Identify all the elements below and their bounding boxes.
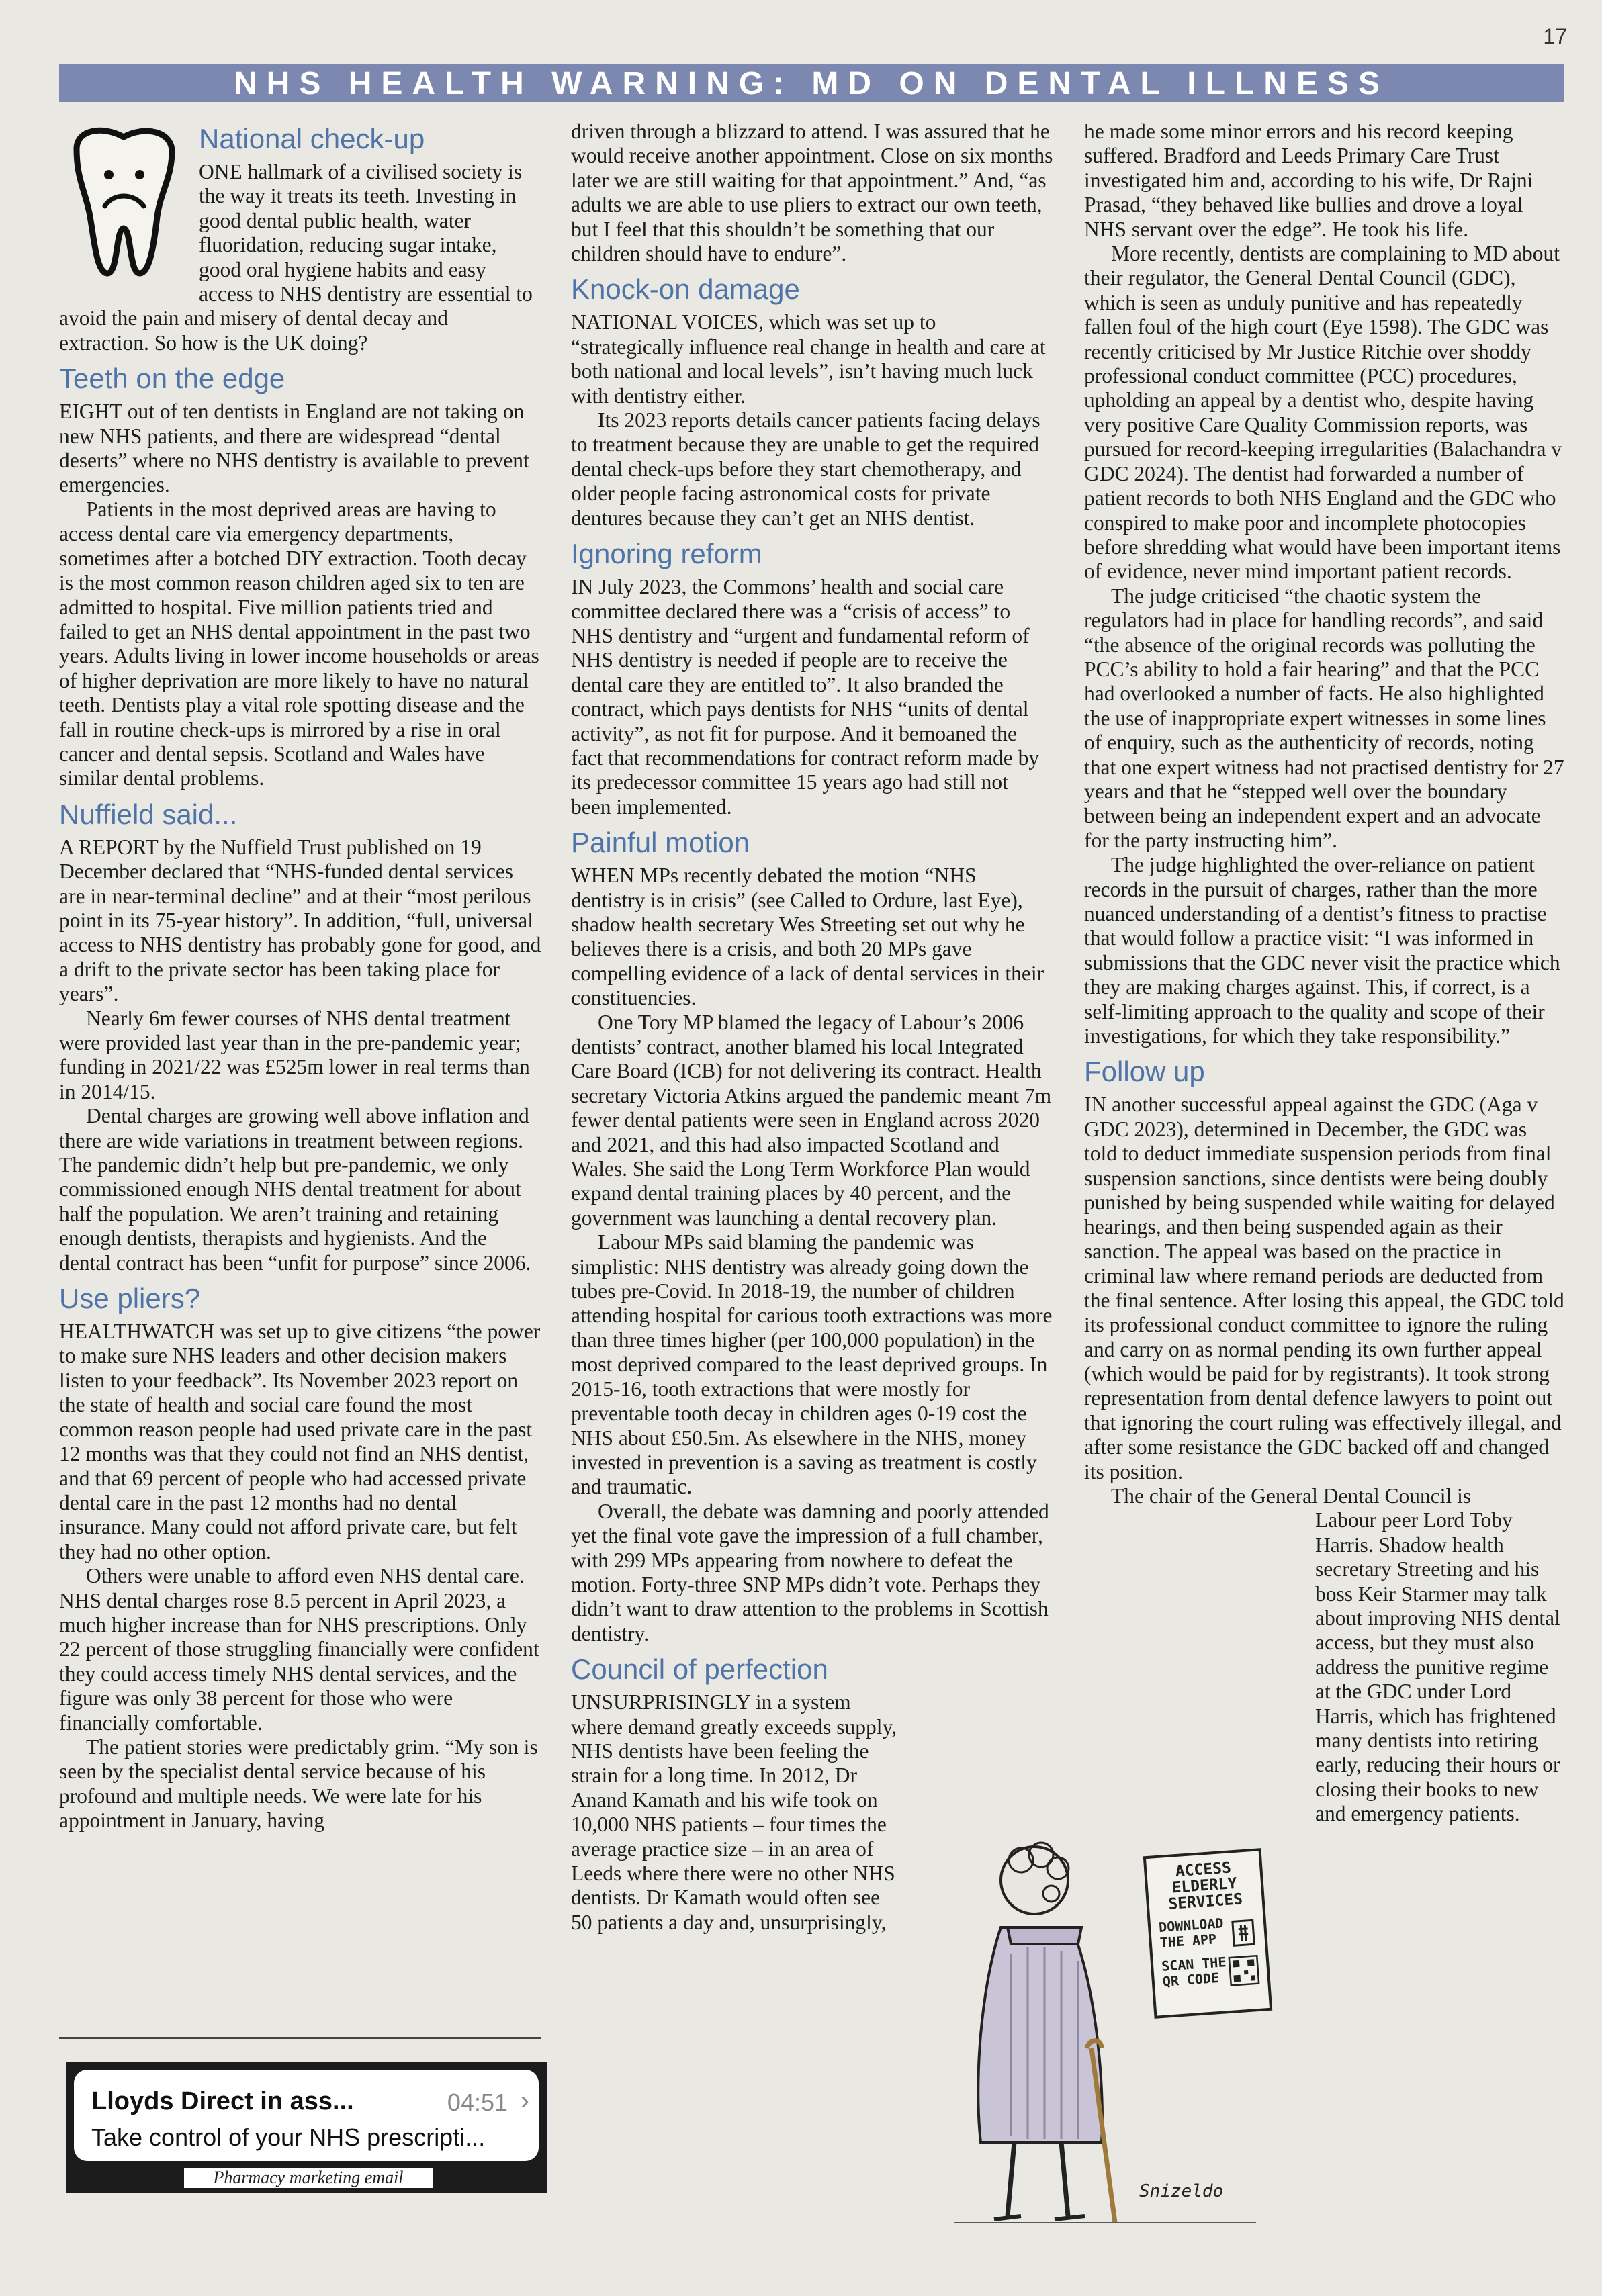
paragraph: Labour peer Lord Toby Harris. Shadow health secretary Streeting and his boss Keir Starmer may talk about improving NHS dental access, but they must also address the punitive regime at the GDC under Lord Harris, which has frightened many dentists into retiring early, reducing their hours or closing their books to new and emergency patients. bbox=[1315, 1508, 1560, 1826]
paragraph: Labour MPs said blaming the pandemic was simplistic: NHS dentistry was already going down the tubes pre-Covid. In 2018-19, the number of children attending hospital for carious tooth extractions was more than three times higher (per 100,000 population) in the most deprived compared to the least deprived groups. In 2015-16, tooth extractions that were mostly for preventable tooth decay in children ages 0-19 cost the NHS about £50.5m. As elsewhere in the NHS, money invested in prevention is a saving as treatment is costly and traumatic. bbox=[571, 1230, 1053, 1499]
notification-time: 04:51 bbox=[447, 2088, 508, 2116]
heading-painful-motion: Painful motion bbox=[571, 827, 750, 859]
sign-text: SCAN THE bbox=[1161, 1954, 1227, 1974]
paragraph: NATIONAL VOICES, which was set up to “strategically influence real change in health and care at both national and local levels”, isn’t having much luck with dentistry either. bbox=[571, 310, 1046, 408]
heading-teeth-on-the-edge: Teeth on the edge bbox=[59, 363, 285, 395]
column-2 bbox=[571, 120, 1053, 1935]
heading-ignoring-reform: Ignoring reform bbox=[571, 538, 762, 570]
paragraph: UNSURPRISINGLY in a system where demand greatly exceeds supply, NHS dentists have been feeling the strain for a long time. In 2012, Dr Anand Kamath and his wife took on 10,000 NHS patients – four times the average practice size – in an area of Leeds where there were no other NHS dentists. Dr Kamath would often see 50 patients a day and, unsurprisingly, bbox=[571, 1690, 897, 1934]
paragraph: HEALTHWATCH was set up to give citizens “the power to make sure NHS leaders and other decision makers listen to your feedback”. Its November 2023 report on the state of health and social care found the most common reason people had used private care in the past 12 months was that they could not find an NHS dentist, and that 69 percent of people who had accessed private dental care in the past 12 months had no dental insurance. Many could not afford private care, but felt they had no other option. bbox=[59, 1320, 541, 1563]
sign-text: ELDERLY bbox=[1171, 1874, 1238, 1897]
paragraph: he made some minor errors and his record keeping suffered. Bradford and Leeds Primary Care Trust investigated him and, according to his wife, Dr Rajni Prasad, “they behaved like bullies and drove a loyal NHS servant over the edge”. He took his life. bbox=[1084, 120, 1533, 241]
heading-knock-on-damage: Knock-on damage bbox=[571, 273, 800, 306]
cartoonist-signature: Snizeldo bbox=[1139, 2181, 1224, 2201]
page-number: 17 bbox=[1543, 24, 1567, 48]
chevron-right-icon: › bbox=[520, 2086, 529, 2115]
paragraph: The judge highlighted the over-reliance on patient records in the pursuit of charges, rather than the more nuanced understanding of a dentist’s fitness to practise that would follow a practice visit: “I was informed in submissions that the GDC never visit the practice which they are making charges against. This, if correct, is a self-limiting approach to the quality and scope of their investigations, for which they take responsibility.” bbox=[1084, 853, 1560, 1048]
notification-card[interactable] bbox=[74, 2070, 539, 2161]
paragraph: WHEN MPs recently debated the motion “NHS dentistry is in crisis” (see Called to Ordure, last Eye), shadow health secretary Wes Streeting set out why he believes there is a crisis, and both 20 MPs gave compelling evidence of a lack of dental services in their constituencies. bbox=[571, 864, 1044, 1010]
sign-text: DOWNLOAD bbox=[1158, 1915, 1225, 1936]
phone-app-icon bbox=[1231, 1919, 1256, 1947]
paragraph: A REPORT by the Nuffield Trust published on 19 December declared that “NHS-funded dental services are in near-terminal decline” and at their “most perilous point in its 75-year history”. In addition, “full, universal access to NHS dentistry has probably gone for good, and a drift to the private sector has been taking place for years”. bbox=[59, 835, 541, 1006]
cartoon-sign bbox=[1143, 1848, 1272, 2019]
column-3 bbox=[1084, 120, 1565, 1827]
notification-text: Take control of your NHS prescripti... bbox=[91, 2123, 486, 2151]
paragraph: The judge criticised “the chaotic system the regulators had in place for handling records”, and said “the absence of the original records was polluting the PCC’s ability to hold a fair hearing” and that the PCC had overlooked a number of facts. He also highlighted the use of inappropriate expert witnesses in some lines of enquiry, such as the authenticity of records, noting that one expert witness had not practised dentistry for 27 years and that he “stepped well over the boundary between being an independent expert and an advocate for the party instructing him”. bbox=[1084, 584, 1564, 852]
heading-council-of-perfection: Council of perfection bbox=[571, 1653, 828, 1686]
paragraph: The patient stories were predictably grim. “My son is seen by the specialist dental service because of his profound and multiple needs. We were late for his appointment in January, having bbox=[59, 1735, 538, 1833]
sign-text: ACCESS bbox=[1175, 1859, 1232, 1881]
heading-use-pliers: Use pliers? bbox=[59, 1283, 201, 1315]
paragraph: One Tory MP blamed the legacy of Labour’s 2006 dentists’ contract, another blamed his local Integrated Care Board (ICB) for not delivering its contract. Health secretary Victoria Atkins argued the pandemic meant 7m fewer dental patients were seen in England across 2020 and 2021, and this had also impacted Scotland and Wales. She said the Long Term Workforce Plan would expand dental training places by 40 percent, and the government was launching a dental recovery plan. bbox=[571, 1010, 1052, 1230]
column-1 bbox=[59, 120, 541, 1833]
sign-text: THE APP bbox=[1159, 1931, 1217, 1951]
sign-text: SERVICES bbox=[1167, 1890, 1243, 1913]
notification-title: Lloyds Direct in ass... bbox=[91, 2087, 354, 2115]
pharmacy-email-notification bbox=[66, 2062, 547, 2193]
section-banner: NHS HEALTH WARNING: MD ON DENTAL ILLNESS bbox=[59, 64, 1564, 102]
heading-follow-up: Follow up bbox=[1084, 1056, 1205, 1088]
paragraph: Others were unable to afford even NHS dental care. NHS dental charges rose 8.5 percent in April 2023, a much higher increase than for NHS prescriptions. Only 22 percent of those struggling financially were confident they could access timely NHS dental services, and the figure was only 38 percent for those who were financially comfortable. bbox=[59, 1564, 539, 1735]
notification-caption: Pharmacy marketing email bbox=[184, 2168, 433, 2188]
paragraph: Overall, the debate was damning and poorly attended yet the final vote gave the impression of a full chamber, with 299 MPs appearing from nowhere to defeat the motion. Forty-three SNP MPs didn’t vote. Perhaps they didn’t want to draw attention to the problems in Scottish dentistry. bbox=[571, 1499, 1049, 1645]
paragraph: Dental charges are growing well above inflation and there are wide variations in treatment between regions. The pandemic didn’t help but pre-pandemic, we only commissioned enough NHS dental treatment for about half the population. We aren’t training and retaining enough dentists, therapists and hygienists. And the dental contract has been “unfit for purpose” since 2006. bbox=[59, 1104, 531, 1275]
paragraph: IN another successful appeal against the GDC (Aga v GDC 2023), determined in December, the GDC was told to deduct immediate suspension periods from final suspension sanctions, since dentists were being doubly punished by being suspended while waiting for delayed hearings, and then being suspended again as their sanction. The appeal was based on the practice in criminal law where remand periods are deducted from the final sentence. After losing this appeal, the GDC told its professional conduct committee to ignore the ruling and carry on as normal pending its own further appeal (which would be paid for by registrants). It took strong representation from dental defence lawyers to point out that ignoring the court ruling was effectively illegal, and after some resistance the GDC backed off and changed its position. bbox=[1084, 1093, 1564, 1483]
paragraph: EIGHT out of ten dentists in England are not taking on new NHS patients, and there are widespread “dental deserts” where no NHS dentistry is available to prevent emergencies. bbox=[59, 400, 529, 497]
qr-code-icon bbox=[1229, 1955, 1260, 1986]
paragraph: Patients in the most deprived areas are having to access dental care via emergency departments, sometimes after a botched DIY extraction. Tooth decay is the most common reason children aged six to ten are admitted to hospital. Five million patients tried and failed to get an NHS dental appointment in the past two years. Adults living in lower income households or areas of higher deprivation are more likely to have no natural teeth. Dentists play a vital role spotting disease and the fall in routine check-ups is mirrored by a rise in oral cancer and dental sepsis. Scotland and Wales have similar dental problems. bbox=[59, 497, 539, 790]
sign-text: QR CODE bbox=[1162, 1970, 1220, 1990]
paragraph: The chair of the General Dental Council is bbox=[1111, 1483, 1472, 1508]
paragraph: Nearly 6m fewer courses of NHS dental treatment were provided last year than in the pre-pandemic year; funding in 2021/22 was £525m lower in real terms than in 2014/15. bbox=[59, 1006, 530, 1103]
heading-national-checkup: National check-up bbox=[199, 123, 425, 154]
paragraph: Its 2023 reports details cancer patients facing delays to treatment because they are unable to get the required dental check-ups before they start chemotherapy, and older people facing astronomical costs for private dentures because they can’t get an NHS dentist. bbox=[571, 408, 1040, 530]
column-divider bbox=[59, 2037, 541, 2039]
paragraph: driven through a blizzard to attend. I was assured that he would receive another appointment. Close on six months later we are still waiting for that appointment.” And, “as adults we are able to use pliers to extract our own teeth, but I feel that this shouldn’t be something that our children should have to endure”. bbox=[571, 120, 1053, 266]
sad-tooth-icon bbox=[56, 122, 191, 283]
paragraph: IN July 2023, the Commons’ health and social care committee declared there was a “crisis of access” to NHS dentistry and “urgent and fundamental reform of NHS dentistry is needed if people are to receive the dental care they are entitled to”. It also branded the contract, which pays dentists for NHS “units of dental activity”, as not fit for purpose. And it bemoaned the fact that recommendations for contract reform made by its predecessor committee 15 years ago had still not been implemented. bbox=[571, 575, 1040, 819]
paragraph: ONE hallmark of a civilised society is the way it treats its teeth. Investing in good dental public health, water fluoridation, reducing sugar intake, good oral hygiene habits and easy access to NHS dentistry are essential to avoid the pain and misery of dental decay and extraction. So how is the UK doing? bbox=[59, 160, 533, 355]
paragraph: More recently, dentists are complaining to MD about their regulator, the General Dental Council (GDC), which is seen as unduly punitive and has repeatedly fallen foul of the high court (Eye 1598). The GDC was recently criticised by Mr Justice Ritchie over shoddy professional conduct committee (PCC) procedures, upholding an appeal by a dentist who, despite having very positive Care Quality Commission reports, was pursued for record-keeping irregularities (Balachandra v GDC 2024). The dentist had forwarded a number of patient records to both NHS England and the GDC who conspired to make poor and incomplete photocopies before shredding what would have been important items of evidence, never mind important patient records. bbox=[1084, 242, 1562, 584]
heading-nuffield-said: Nuffield said... bbox=[59, 798, 238, 830]
